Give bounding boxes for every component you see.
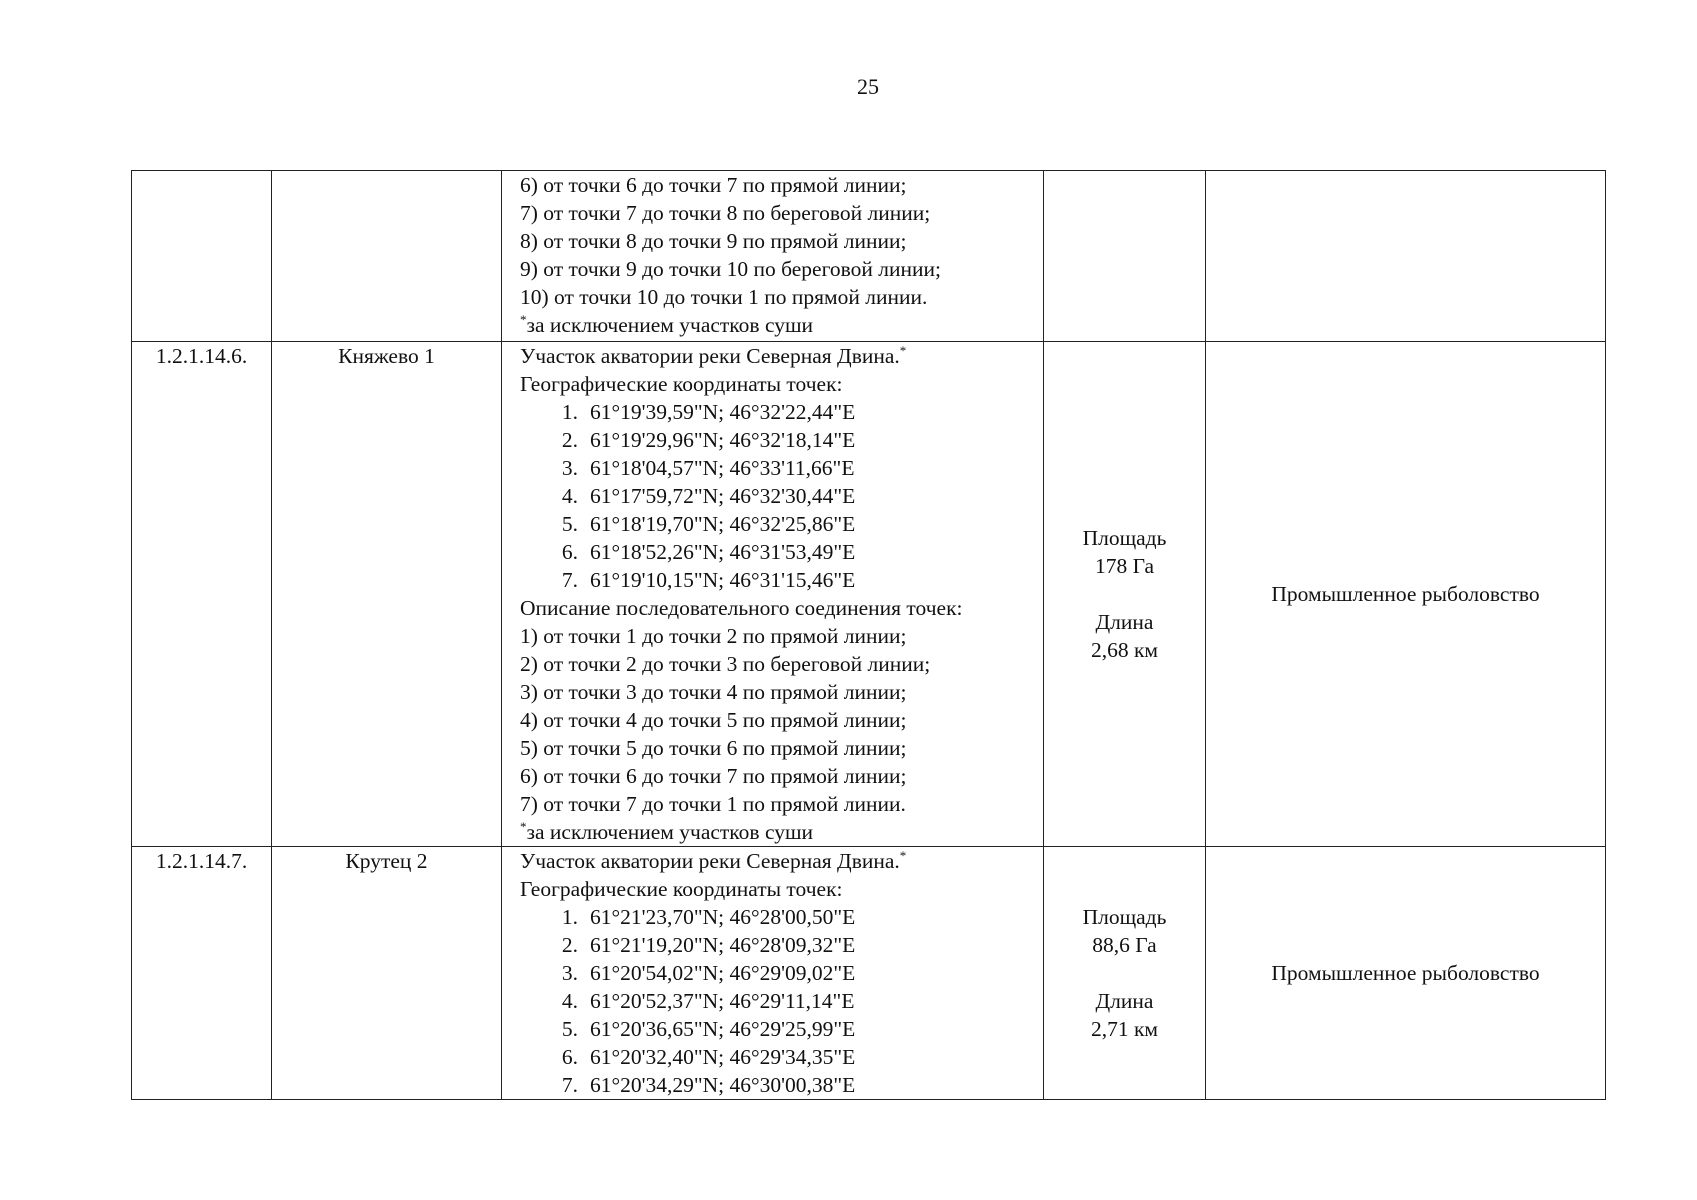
area-size [1044, 342, 1206, 847]
row-number: 1.2.1.14.6. [132, 342, 272, 847]
footnote [520, 311, 1043, 339]
coordinate-item: 5. 61°20'36,65"N; 46°29'25,99"E [561, 1017, 856, 1041]
page-number: 25 [857, 74, 879, 99]
footnote-text: за исключением участков суши [526, 313, 814, 337]
area-name: Княжево 1 [272, 342, 502, 847]
connection-line: 1) от точки 1 до точки 2 по прямой линии; [520, 624, 907, 648]
footnote-mark: * [520, 818, 527, 834]
footnote-mark: * [899, 847, 907, 863]
connection-line: 6) от точки 6 до точки 7 по прямой линии; [520, 764, 907, 788]
coordinate-item: 3. 61°20'54,02"N; 46°29'09,02"E [561, 961, 856, 985]
area-value: 88,6 Га [1092, 933, 1157, 957]
length-label: Длина [1095, 989, 1154, 1013]
connection-line: 6) от точки 6 до точки 7 по прямой линии; [520, 173, 907, 197]
coordinate-item: 5. 61°18'19,70"N; 46°32'25,86"E [561, 512, 856, 536]
table-row [132, 342, 1606, 847]
length-value: 2,68 км [1090, 638, 1159, 662]
area-size [1044, 171, 1206, 342]
length-label: Длина [1095, 610, 1154, 634]
area-name: Крутец 2 [272, 847, 502, 1100]
coordinate-item: 7. 61°19'10,15"N; 46°31'15,46"E [561, 568, 856, 592]
area-label: Площадь [1082, 526, 1167, 550]
area-intro: Участок акватории реки Северная Двина.* [520, 342, 907, 368]
row-number [132, 171, 272, 342]
desc-title: Описание последовательного соединения точек: [520, 596, 963, 620]
connection-line: 2) от точки 2 до точки 3 по береговой линии; [520, 652, 931, 676]
connection-line: 7) от точки 7 до точки 1 по прямой линии. [520, 792, 906, 816]
row-number: 1.2.1.14.7. [132, 847, 272, 1100]
coordinate-item: 4. 61°20'52,37"N; 46°29'11,14"E [561, 989, 855, 1013]
connection-line: 10) от точки 10 до точки 1 по прямой линии. [520, 285, 928, 309]
fishing-areas-table [131, 170, 1606, 1100]
connection-line: 4) от точки 4 до точки 5 по прямой линии; [520, 708, 907, 732]
coords-title: Географические координаты точек: [520, 877, 843, 901]
area-size [1044, 847, 1206, 1100]
area-description [502, 847, 1044, 1100]
coordinate-item: 2. 61°21'19,20"N; 46°28'09,32"E [561, 933, 856, 957]
length-value: 2,71 км [1090, 1017, 1159, 1041]
table-row [132, 171, 1606, 342]
coordinate-item: 3. 61°18'04,57"N; 46°33'11,66"E [561, 456, 855, 480]
footnote-mark: * [899, 342, 907, 358]
coordinate-item: 1. 61°19'39,59"N; 46°32'22,44"E [561, 400, 856, 424]
footnote-mark: * [520, 311, 527, 327]
coordinate-item: 7. 61°20'34,29"N; 46°30'00,38"E [561, 1073, 856, 1097]
coordinate-item: 1. 61°21'23,70"N; 46°28'00,50"E [561, 905, 856, 929]
connection-line: 5) от точки 5 до точки 6 по прямой линии; [520, 736, 907, 760]
connection-line: 9) от точки 9 до точки 10 по береговой линии; [520, 257, 941, 281]
connection-line: 8) от точки 8 до точки 9 по прямой линии; [520, 229, 907, 253]
table-row [132, 847, 1606, 1100]
area-label: Площадь [1082, 905, 1167, 929]
coordinate-item: 4. 61°17'59,72"N; 46°32'30,44"E [561, 484, 856, 508]
connection-line: 7) от точки 7 до точки 8 по береговой линии; [520, 201, 931, 225]
usage-type [1206, 171, 1606, 342]
area-description [502, 342, 1044, 847]
area-name [272, 171, 502, 342]
coordinate-item: 6. 61°18'52,26"N; 46°31'53,49"E [561, 540, 856, 564]
coordinate-item: 6. 61°20'32,40"N; 46°29'34,35"E [561, 1045, 856, 1069]
coords-title: Географические координаты точек: [520, 372, 843, 396]
footnote [520, 818, 1043, 846]
usage-type: Промышленное рыболовство [1206, 847, 1606, 1100]
area-intro: Участок акватории реки Северная Двина.* [520, 847, 907, 873]
usage-type: Промышленное рыболовство [1206, 342, 1606, 847]
area-value: 178 Га [1094, 554, 1155, 578]
area-description [502, 171, 1044, 342]
coordinate-item: 2. 61°19'29,96"N; 46°32'18,14"E [561, 428, 856, 452]
connection-line: 3) от точки 3 до точки 4 по прямой линии; [520, 680, 907, 704]
footnote-text: за исключением участков суши [526, 820, 814, 844]
